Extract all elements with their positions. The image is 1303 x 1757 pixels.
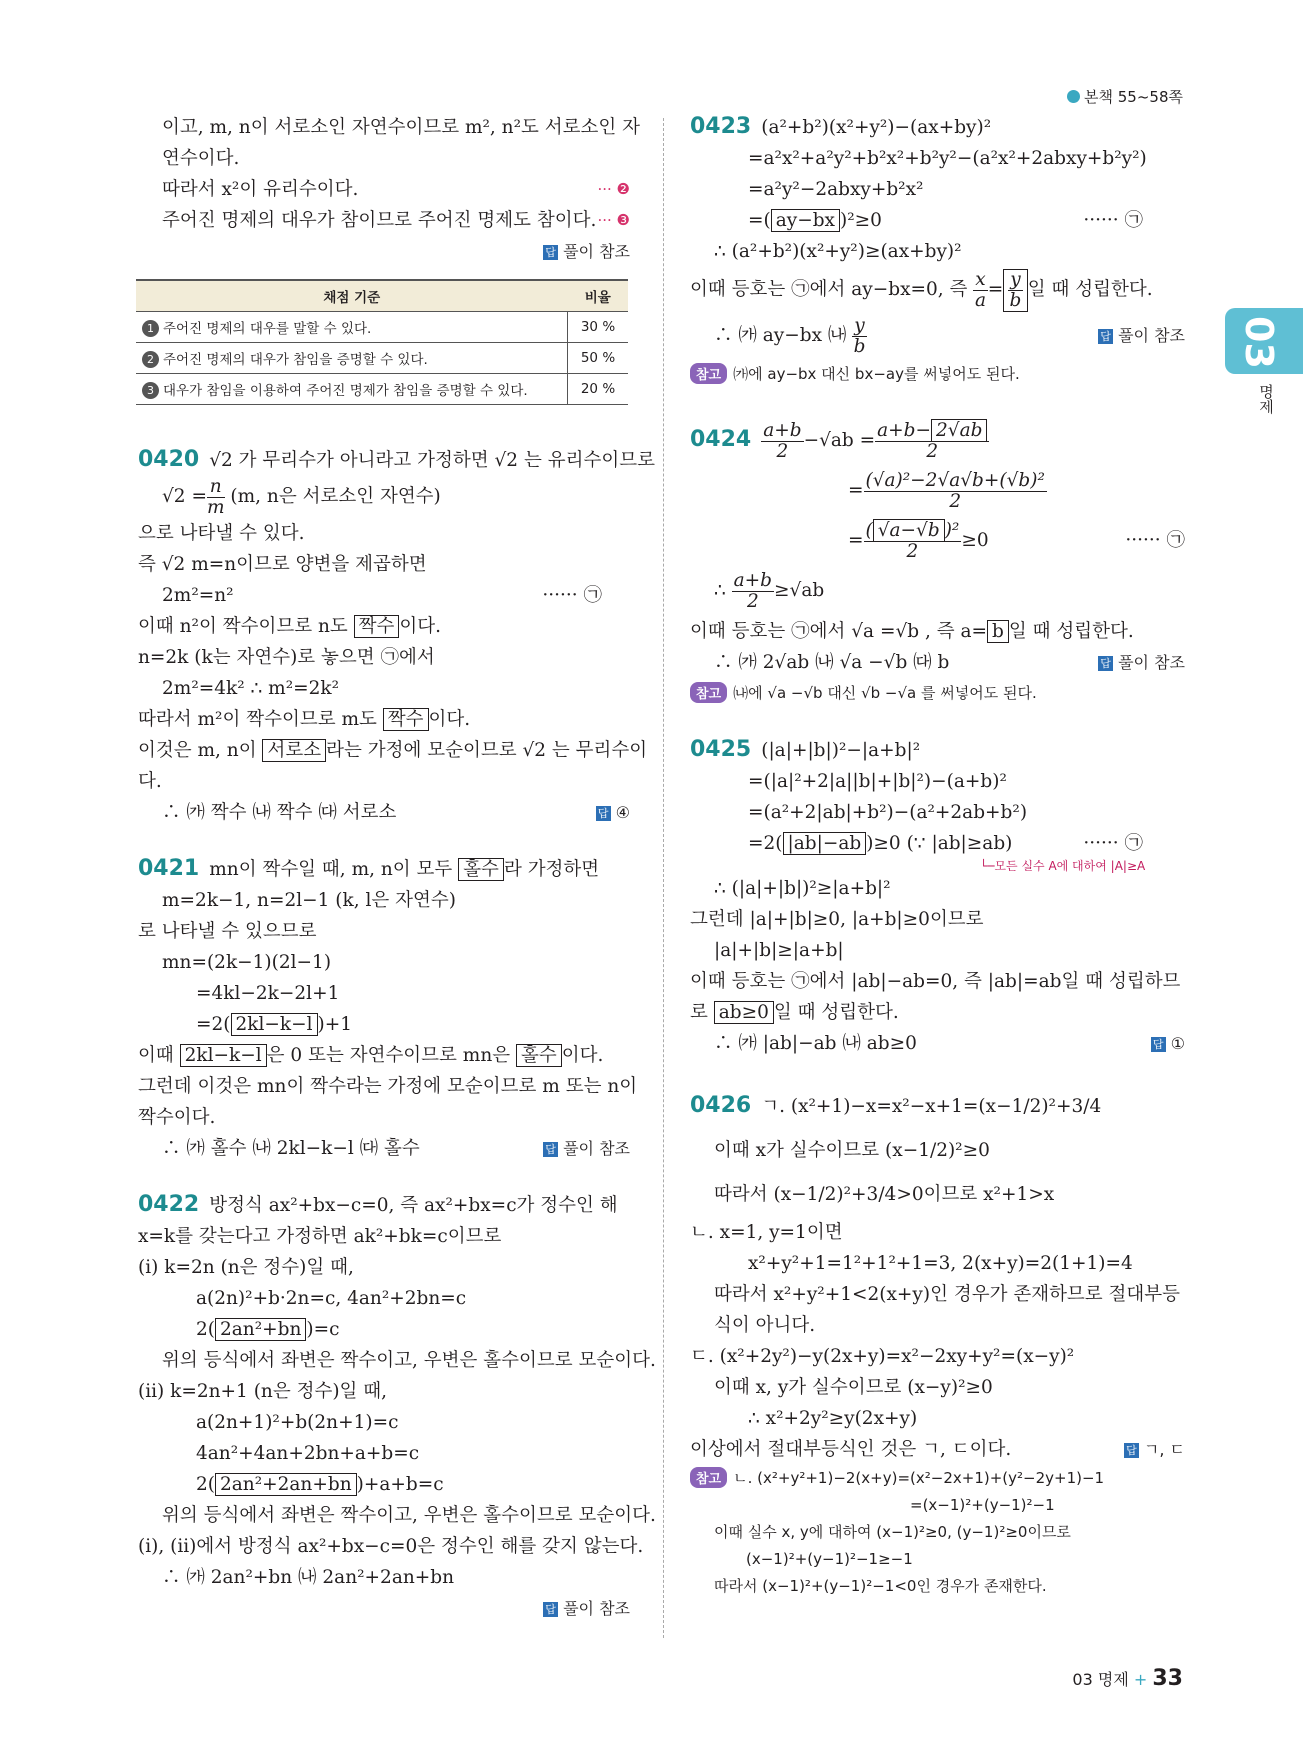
text: √2 가 무리수가 아니라고 가정하면 √2 는 유리수이므로 xyxy=(209,450,655,471)
text-line: 이때 등호는 ㉠에서 |ab|−ab=0, 즉 |ab|=ab일 때 성립하므 xyxy=(690,971,1181,992)
blank-box: √a−√b xyxy=(873,519,945,542)
fraction xyxy=(973,270,987,311)
text: ≥0 xyxy=(961,530,989,551)
note-text: ㄴ. (x²+y²+1)−2(x+y)=(x²−2x+1)+(y²−2y+1)−1 xyxy=(733,1469,1105,1487)
problem-0423 xyxy=(690,112,1185,143)
text-line: 위의 등식에서 좌변은 짝수이고, 우변은 홀수이므로 모순이다. xyxy=(162,1505,656,1526)
text: 이상에서 절대부등식인 것은 ㄱ, ㄷ이다. xyxy=(690,1439,1012,1460)
text-line: 짝수이다. xyxy=(138,1107,216,1128)
answer-icon: 답 xyxy=(596,806,611,821)
text-line: 그런데 |a|+|b|≥0, |a+b|≥0이므로 xyxy=(690,909,984,930)
text-line: 이때 x, y가 실수이므로 (x−y)²≥0 xyxy=(714,1377,993,1398)
problem-number: 0420 xyxy=(138,447,200,472)
text-line xyxy=(690,313,1185,359)
left-column xyxy=(138,112,656,1624)
denominator: 2 xyxy=(926,440,939,462)
text-line: 으로 나타낼 수 있다. xyxy=(138,523,305,544)
blank-box: ab≥0 xyxy=(714,1001,774,1024)
blank-box: b xyxy=(987,620,1009,643)
text-line: 따라서 (x−1/2)²+3/4>0이므로 x²+1>x xyxy=(714,1184,1055,1205)
text: 은 0 또는 자연수이므로 mn은 xyxy=(266,1045,511,1066)
text: )=c xyxy=(306,1319,340,1340)
text-line: ㄴ. x=1, y=1이면 xyxy=(690,1222,843,1243)
text-line: 이고, m, n이 서로소인 자연수이므로 m², n²도 서로소인 자 xyxy=(162,117,640,138)
text-line: ∴ x²+2y²≥y(2x+y) xyxy=(748,1408,918,1429)
text: 2( xyxy=(196,1319,215,1340)
fraction xyxy=(732,571,774,612)
answer-icon: 답 xyxy=(1098,656,1113,671)
denominator: 2 xyxy=(746,590,759,612)
fraction xyxy=(875,421,989,462)
problem-number: 0425 xyxy=(690,737,752,762)
column-divider xyxy=(663,118,664,1638)
note-badge: 참고 xyxy=(690,363,727,384)
equation-tag: ······ ㉠ xyxy=(1083,833,1143,854)
chapter-tab-label: 명제 xyxy=(1257,384,1275,414)
text-line: =a²x²+a²y²+b²x²+b²y²−(a²x²+2abxy+b²y²) xyxy=(748,148,1147,169)
text-line xyxy=(138,611,630,642)
text: 이다. xyxy=(399,616,441,637)
answer-icon: 답 xyxy=(1151,1037,1166,1052)
blank-box: ay−bx xyxy=(771,209,840,232)
text-line xyxy=(138,1133,630,1164)
text-line: 따라서 x²+y²+1<2(x+y)인 경우가 존재하므로 절대부등 xyxy=(714,1284,1181,1305)
note xyxy=(690,359,1185,390)
text: ∴ ㈎ |ab|−ab ㈏ ab≥0 xyxy=(714,1033,917,1054)
text: ∴ ㈎ 짝수 ㈏ 짝수 ㈐ 서로소 xyxy=(162,802,397,823)
blank-box: |ab|−ab xyxy=(783,832,867,855)
text: 이때 n²이 짝수이므로 n도 xyxy=(138,616,348,637)
text: 따라서 x²이 유리수이다. xyxy=(162,179,359,200)
text-line: =(a²+2|ab|+b²)−(a²+2ab+b²) xyxy=(748,802,1028,823)
text-line: 즉 √2 m=n이므로 양변을 제곱하면 xyxy=(138,554,427,575)
text: 이때 xyxy=(138,1045,174,1066)
text-line: ∴ ㈎ 2an²+bn ㈏ 2an²+2an+bn xyxy=(162,1567,455,1588)
table-cell: 50 % xyxy=(568,343,629,374)
answer xyxy=(138,1593,630,1624)
text-line: x=k를 갖는다고 가정하면 ak²+bk=c이므로 xyxy=(138,1226,502,1247)
text-line: 연수이다. xyxy=(162,148,240,169)
note xyxy=(690,678,1185,709)
problem-0426 xyxy=(690,1085,1185,1129)
text-line xyxy=(138,580,602,611)
text: √2 = xyxy=(162,486,207,507)
blank-box: 2√ab xyxy=(931,419,987,442)
text-line xyxy=(138,205,630,236)
blank-box: 2an²+bn xyxy=(215,1318,306,1341)
numerator xyxy=(875,421,989,442)
note-badge: 참고 xyxy=(690,682,727,703)
note xyxy=(690,1465,1185,1492)
text-line xyxy=(690,1434,1185,1465)
blank-box: 서로소 xyxy=(262,739,326,762)
equation-tag: ······ ㉠ xyxy=(1083,210,1143,231)
reference-dot-icon xyxy=(1067,90,1080,103)
numerator: a+b xyxy=(763,419,802,441)
text-line xyxy=(138,1009,630,1040)
page-reference xyxy=(1067,86,1183,107)
text-line: a(2n+1)²+b(2n+1)=c xyxy=(196,1412,399,1433)
step-marker: ··· ❸ xyxy=(597,211,630,229)
text: a+b− xyxy=(877,419,932,441)
step-marker: ··· ❷ xyxy=(597,180,630,198)
text: ㄱ. (x²+1)−x=x²−x+1=(x−1/2)²+3/4 xyxy=(761,1096,1102,1117)
footer-chapter: 03 명제 xyxy=(1072,1670,1129,1689)
table-cell xyxy=(136,312,568,343)
text-line: (ii) k=2n+1 (n은 정수)일 때, xyxy=(138,1381,388,1402)
text-line xyxy=(138,1040,630,1071)
numerator: a+b xyxy=(733,569,773,591)
blank-box: 2kl−k−l xyxy=(231,1013,318,1036)
problem-number: 0422 xyxy=(138,1192,200,1217)
answer-text: 풀이 참조 xyxy=(563,1139,630,1158)
denominator: 2 xyxy=(776,440,789,462)
answer-icon: 답 xyxy=(1124,1443,1139,1458)
text-line: =(|a|²+2|a||b|+|b|²)−(a+b)² xyxy=(748,771,1007,792)
fraction xyxy=(761,421,803,462)
table-cell xyxy=(136,343,568,374)
text-line xyxy=(138,704,630,735)
fraction-blank-box xyxy=(1003,269,1027,312)
answer xyxy=(1151,1028,1185,1059)
text-line xyxy=(138,1469,630,1500)
answer-icon: 답 xyxy=(543,245,558,260)
table-cell: 30 % xyxy=(568,312,629,343)
text: 따라서 m²이 짝수이므로 m도 xyxy=(138,709,377,730)
equation-tag: ······ ㉠ xyxy=(542,585,602,606)
right-column xyxy=(690,112,1185,1600)
text-line: ∴ $\frac{a+b}{2}$ ≥√ab xyxy=(714,569,825,612)
text: 라는 가정에 모순이므로 √2 는 무리수이 xyxy=(326,740,648,761)
problem-number: 0424 xyxy=(690,427,752,452)
blank-box: 홀수 xyxy=(516,1044,562,1067)
step-number-icon: 3 xyxy=(142,382,159,399)
numerator: (√a)²−2√a√b+(√b)² xyxy=(865,469,1045,491)
fraction xyxy=(864,471,1047,512)
text: )+a+b=c xyxy=(356,1474,444,1495)
text-line: 위의 등식에서 좌변은 짝수이고, 우변은 홀수이므로 모순이다. xyxy=(162,1350,656,1371)
answer-icon: 답 xyxy=(543,1142,558,1157)
text: 일 때 성립한다. xyxy=(1027,279,1153,300)
answer-text: ㄱ, ㄷ xyxy=(1143,1440,1185,1459)
step-number-icon: 2 xyxy=(142,351,159,368)
text-line xyxy=(138,174,630,205)
blank-box: 짝수 xyxy=(354,615,400,638)
fraction xyxy=(207,477,225,518)
text-line: = $\frac{\text{( √a−√b )²}}{2}$ ≥0 ······ ㉠ xyxy=(690,516,1185,566)
text-line: 2m²=4k² ∴ m²=2k² xyxy=(162,678,340,699)
text: (|a|+|b|)²−|a+b|² xyxy=(761,740,921,761)
numerator: y xyxy=(1010,268,1021,290)
problem-number: 0426 xyxy=(690,1093,752,1118)
text-line xyxy=(690,1028,1185,1059)
note-line: (x−1)²+(y−1)²−1≥−1 xyxy=(746,1550,913,1568)
text: ∴ ㈎ 2√ab ㈏ √a −√b ㈐ b xyxy=(714,652,950,673)
blank-box: 2an²+2an+bn xyxy=(215,1473,357,1496)
answer-text: 풀이 참조 xyxy=(563,1599,630,1618)
answer-text: ① xyxy=(1170,1034,1185,1053)
problem-0424 xyxy=(690,416,1185,466)
side-note: └─모든 실수 A에 대하여 |A|≥A xyxy=(980,859,1146,873)
denominator: a xyxy=(975,289,987,311)
note-line: =(x−1)²+(y−1)²−1 xyxy=(910,1496,1055,1514)
text-line xyxy=(138,735,648,766)
text-line xyxy=(138,476,630,518)
text: (m, n은 서로소인 자연수) xyxy=(230,486,441,507)
text: =2( xyxy=(196,1014,231,1035)
table-cell: 20 % xyxy=(568,374,629,405)
table-cell xyxy=(136,374,568,405)
numerator: y xyxy=(854,314,865,336)
denominator: 2 xyxy=(906,540,919,562)
note-text: ㈎에 ay−bx 대신 bx−ay를 써넣어도 된다. xyxy=(733,365,1020,383)
footer-plus-icon: + xyxy=(1133,1670,1148,1689)
text: 이다. xyxy=(561,1045,604,1066)
blank-box: 홀수 xyxy=(458,858,504,881)
denominator: b xyxy=(1009,289,1022,311)
answer-text: 풀이 참조 xyxy=(563,242,630,261)
page-footer xyxy=(1072,1666,1183,1691)
text: ∴ ㈎ ay−bx ㈏ xyxy=(714,325,847,346)
table-header-row xyxy=(136,280,628,312)
text-line: n=2k (k는 자연수)로 놓으면 ㉠에서 xyxy=(138,647,435,668)
table-row xyxy=(136,343,628,374)
blank-box: 짝수 xyxy=(383,708,429,731)
note-line: 이때 실수 x, y에 대하여 (x−1)²≥0, (y−1)²≥0이므로 xyxy=(714,1523,1071,1541)
text: −√ab = xyxy=(803,430,876,451)
chapter-tab xyxy=(1225,308,1303,374)
text-line: 로 나타낼 수 있으므로 xyxy=(138,921,317,942)
text: mn이 짝수일 때, m, n이 모두 xyxy=(209,859,453,880)
text-line: 4an²+4an+2bn+a+b=c xyxy=(196,1443,420,1464)
text-line: ∴ (a²+b²)(x²+y²)≥(ax+by)² xyxy=(714,241,962,262)
text-line: (i), (ii)에서 방정식 ax²+bx−c=0은 정수인 해를 갖지 않는다. xyxy=(138,1536,644,1557)
problem-0420 xyxy=(138,445,655,476)
text-line xyxy=(690,616,1185,647)
equation-tag: ······ ㉠ xyxy=(1125,530,1185,551)
answer xyxy=(543,1133,630,1164)
answer xyxy=(1098,313,1185,359)
answer-text: 풀이 참조 xyxy=(1118,326,1185,345)
fraction xyxy=(852,316,866,357)
text-line: 다. xyxy=(138,771,162,792)
text-line xyxy=(138,797,630,828)
answer-icon: 답 xyxy=(1098,329,1113,344)
text-line: =a²y²−2abxy+b²x² xyxy=(748,179,924,200)
text: )≥0 (∵ |ab|≥ab) xyxy=(866,833,1013,854)
table-row xyxy=(136,312,628,343)
numerator: n xyxy=(207,477,225,498)
text: 이다. xyxy=(428,709,471,730)
text-line: 식이 아니다. xyxy=(714,1315,816,1336)
table-header: 비율 xyxy=(568,280,629,312)
answer-text: 풀이 참조 xyxy=(1118,653,1185,672)
text: )²≥0 xyxy=(839,210,882,231)
note-badge: 참고 xyxy=(690,1467,727,1488)
blank-box: 2kl−k−l xyxy=(180,1044,267,1067)
text: (a²+b²)(x²+y²)−(ax+by)² xyxy=(761,117,992,138)
text: 이때 등호는 ㉠에서 ay−bx=0, 즉 xyxy=(690,279,968,300)
text: 2m²=n² xyxy=(162,585,234,606)
text-line: =4kl−2k−2l+1 xyxy=(196,983,340,1004)
text: )+1 xyxy=(317,1014,353,1035)
text: 일 때 성립한다. xyxy=(1008,621,1134,642)
text: 라 가정하면 xyxy=(503,859,600,880)
numerator: x xyxy=(975,268,986,290)
denominator: 2 xyxy=(949,490,962,512)
problem-0422 xyxy=(138,1190,630,1221)
answer-line xyxy=(138,236,630,267)
note-line: 따라서 (x−1)²+(y−1)²−1<0인 경우가 존재한다. xyxy=(714,1577,1047,1595)
page-number: 33 xyxy=(1152,1666,1183,1691)
step-number-icon: 1 xyxy=(142,320,159,337)
text: 2( xyxy=(196,1474,215,1495)
text: =2( xyxy=(748,833,783,854)
text: = xyxy=(987,279,1004,300)
denominator: m xyxy=(206,496,225,518)
text-line xyxy=(690,828,1143,859)
answer xyxy=(1098,647,1185,678)
problem-number: 0423 xyxy=(690,114,752,139)
text-line xyxy=(138,1314,630,1345)
text: =( xyxy=(748,210,771,231)
criteria-text: 주어진 명제의 대우를 말할 수 있다. xyxy=(163,321,372,337)
answer xyxy=(1124,1434,1185,1465)
fraction xyxy=(864,521,962,562)
problem-0421 xyxy=(138,854,630,885)
text-line: ㄷ. (x²+2y²)−y(2x+y)=x²−2xy+y²=(x−y)² xyxy=(690,1346,1075,1367)
answer-icon: 답 xyxy=(543,1602,558,1617)
text-line: = $\frac{\text{(√a)²−2√a√b+(√b)²}}{2}$ xyxy=(848,469,1045,512)
text: ² xyxy=(951,519,960,541)
text: 로 xyxy=(690,1002,708,1023)
table-header: 채점 기준 xyxy=(136,280,568,312)
denominator: b xyxy=(853,335,866,357)
text-line xyxy=(690,647,1185,678)
text: 주어진 명제의 대우가 참이므로 주어진 명제도 참이다. xyxy=(162,210,597,231)
text-line: 이때 x가 실수이므로 (x−1/2)²≥0 xyxy=(714,1140,990,1161)
problem-0425 xyxy=(690,735,1185,766)
page-reference-text: 본책 55~58쪽 xyxy=(1084,88,1183,106)
text-line: x²+y²+1=1²+1²+1=3, 2(x+y)=2(1+1)=4 xyxy=(748,1253,1133,1274)
text-line xyxy=(690,267,1185,313)
numerator: ( √a−√b )² xyxy=(865,519,960,541)
text-line xyxy=(690,997,1185,1028)
text-line: 그런데 이것은 mn이 짝수라는 가정에 모순이므로 m 또는 n이 xyxy=(138,1076,638,1097)
answer-text: ④ xyxy=(615,803,630,822)
chapter-tab-number: 03 xyxy=(1237,316,1281,369)
note-text: ㈏에 √a −√b 대신 √b −√a 를 써넣어도 된다. xyxy=(733,684,1037,702)
text-line: mn=(2k−1)(2l−1) xyxy=(162,952,332,973)
problem-number: 0421 xyxy=(138,856,200,881)
text-line: m=2k−1, n=2l−1 (k, l은 자연수) xyxy=(162,890,456,911)
text: ∴ ㈎ 홀수 ㈏ 2kl−k−l ㈐ 홀수 xyxy=(162,1138,420,1159)
text: ≥√ab xyxy=(774,580,825,601)
text: 이것은 m, n이 xyxy=(138,740,257,761)
table-row xyxy=(136,374,628,405)
text-line xyxy=(690,205,1143,236)
text-line: |a|+|b|≥|a+b| xyxy=(714,940,844,961)
criteria-text: 주어진 명제의 대우가 참임을 증명할 수 있다. xyxy=(163,352,428,368)
text-line: (i) k=2n (n은 정수)일 때, xyxy=(138,1257,354,1278)
text: 방정식 ax²+bx−c=0, 즉 ax²+bx=c가 정수인 해 xyxy=(209,1195,618,1216)
grading-table xyxy=(136,279,628,405)
criteria-text: 대우가 참임을 이용하여 주어진 명제가 참임을 증명할 수 있다. xyxy=(163,383,528,399)
text-line: a(2n)²+b·2n=c, 4an²+2bn=c xyxy=(196,1288,467,1309)
text: 이때 등호는 ㉠에서 √a =√b , 즉 a= xyxy=(690,621,987,642)
answer xyxy=(596,797,630,828)
text-line: ∴ (|a|+|b|)²≥|a+b|² xyxy=(714,878,891,899)
text: 일 때 성립한다. xyxy=(773,1002,899,1023)
